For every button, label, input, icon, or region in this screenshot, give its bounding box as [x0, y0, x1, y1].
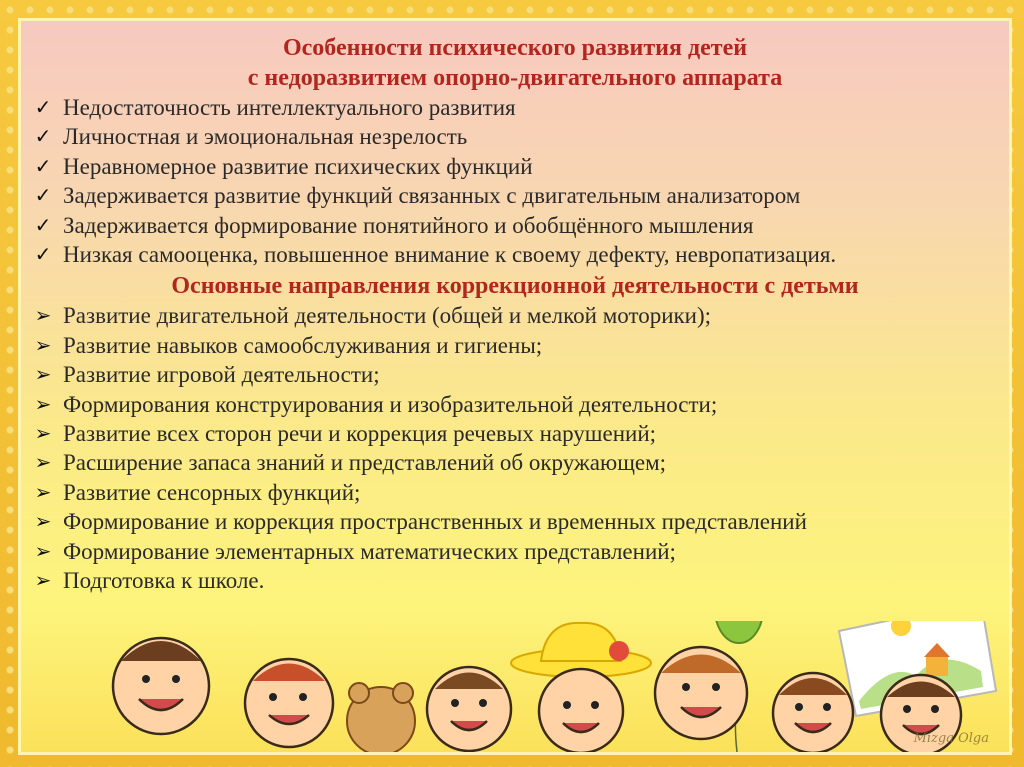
list-item: ✓ Задерживается развитие функций связанных с двигательным анализатором	[31, 181, 1009, 210]
list-item: ✓ Низкая самооценка, повышенное внимание к своему дефекту, невропатизация.	[31, 240, 1009, 269]
arrow-bullet-icon: ➢	[34, 509, 52, 534]
list-item: ➢ Расширение запаса знаний и представлений об окружающем;	[31, 448, 1009, 477]
arrow-bullet-icon: ➢	[34, 391, 52, 416]
list-item: ➢ Развитие игровой деятельности;	[31, 360, 1009, 389]
child-face-icon	[245, 659, 333, 747]
arrow-bullet-icon: ➢	[34, 450, 52, 475]
arrow-bullet-icon: ➢	[34, 479, 52, 504]
list-item: ➢ Развитие навыков самообслуживания и гигиены;	[31, 331, 1009, 360]
child-face-icon	[655, 647, 747, 739]
arrow-bullet-icon: ➢	[34, 421, 52, 446]
child-face-icon	[427, 667, 511, 751]
content-panel	[18, 18, 1012, 755]
list-item: ✓ Неравномерное развитие психических функций	[31, 152, 1009, 181]
checkmark-icon: ✓	[34, 124, 52, 149]
list-item: ✓ Личностная и эмоциональная незрелость	[31, 122, 1009, 151]
teddy-bear-icon	[347, 683, 415, 752]
title-line-2: с недоразвитием опорно-двигательного аппарата	[247, 65, 783, 91]
list-item: ➢ Формирование и коррекция пространственных и временных представлений	[31, 507, 1009, 536]
child-face-icon	[773, 673, 853, 752]
section-heading: Основные направления коррекционной деятельности с детьми	[171, 273, 859, 300]
arrow-bullet-icon: ➢	[34, 362, 52, 387]
signature: Mizga Olga	[913, 731, 989, 746]
list-item: ➢ Подготовка к школе.	[31, 566, 1009, 595]
list-item: ➢ Развитие двигательной деятельности (общей и мелкой моторики);	[31, 301, 1009, 330]
list-item: ➢ Формирование элементарных математических представлений;	[31, 537, 1009, 566]
list-item: ✓ Недостаточность интеллектуального развития	[31, 93, 1009, 122]
directions-list	[21, 301, 1009, 595]
arrow-bullet-icon: ➢	[34, 303, 52, 328]
list-item: ➢ Формирования конструирования и изобразительной деятельности;	[31, 390, 1009, 419]
slide-text	[21, 33, 1009, 596]
children-illustration	[21, 621, 1009, 752]
list-item: ✓ Задерживается формирование понятийного и обобщённого мышления	[31, 211, 1009, 240]
checkmark-icon: ✓	[34, 183, 52, 208]
features-list	[21, 93, 1009, 269]
checkmark-icon: ✓	[34, 212, 52, 237]
child-face-icon	[539, 669, 623, 752]
checkmark-icon: ✓	[34, 95, 52, 119]
child-face-icon	[113, 638, 209, 734]
arrow-bullet-icon: ➢	[34, 538, 52, 563]
checkmark-icon: ✓	[34, 242, 52, 267]
checkmark-icon: ✓	[34, 153, 52, 178]
arrow-bullet-icon: ➢	[34, 332, 52, 357]
list-item: ➢ Развитие сенсорных функций;	[31, 478, 1009, 507]
title-line-1: Особенности психического развития детей	[282, 35, 748, 61]
list-item: ➢ Развитие всех сторон речи и коррекция речевых нарушений;	[31, 419, 1009, 448]
arrow-bullet-icon: ➢	[34, 568, 52, 593]
